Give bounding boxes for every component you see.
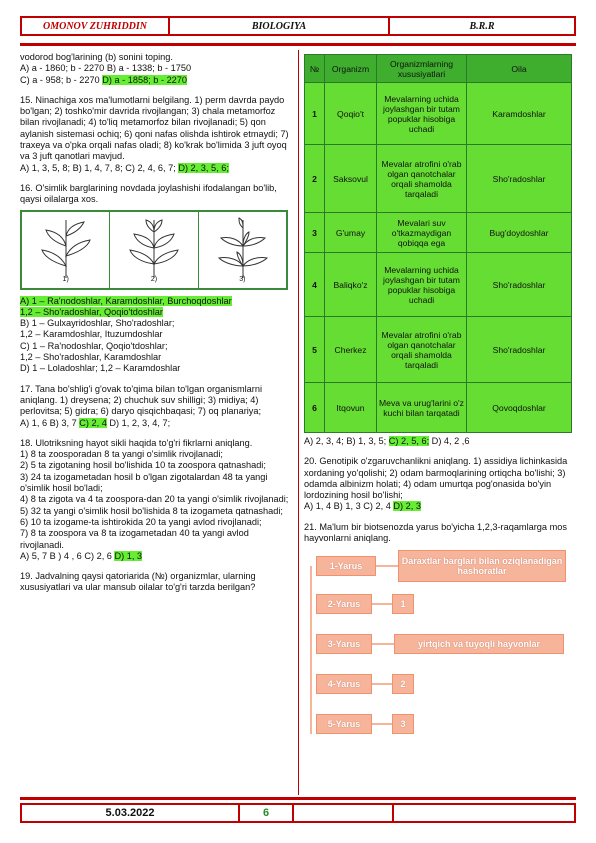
answer-highlight: D) 1, 3 — [114, 550, 143, 561]
footer-divider — [20, 797, 576, 800]
yarus-5-box: 5-Yarus — [316, 714, 372, 734]
organism-table — [304, 54, 572, 433]
answer-highlight: D) a - 1858; b - 2270 — [102, 74, 188, 85]
table-row: 4 Baliqko'z Mevalarning uchida joylashgan bir tutam popuklar hisobiga uchadi Sho'radoshlar — [305, 253, 572, 317]
answer-highlight: A) 1 – Ra'nodoshlar, Karamdoshlar, Burchoqdoshlar — [20, 295, 232, 306]
answer-slot-2: 2 — [392, 674, 414, 694]
yarus-scheme — [304, 550, 574, 750]
question-16: 16. O'simlik barglarining novdada joylashishi ifodalangan bo'lib, qaysi oilalarga xos. 1) 2) 3) A) 1 – Ra'nodoshlar, Karamdoshlar, Burchoqdoshlar 1,2 – Sho'radoshlar, Qoqio'tdoshlar B) 1 – Gulxayridoshlar, Sho'radoshlar; 1,2 – Karamdoshlar, Ituzumdoshlar C) 1 – Ra'nodoshlar, Qoqio'tdoshlar; 1,2 – Sho'radoshlar, Karamdoshlar D) 1 – Loladoshlar; 1,2 – Karamdoshlar — [20, 183, 292, 375]
answer-highlight: 1,2 – Sho'radoshlar, Qoqio'tdoshlar — [20, 306, 163, 317]
answer-slot-3: 3 — [392, 714, 414, 734]
answer-highlight: D) 2, 3, 5, 6; — [178, 162, 229, 173]
header-code: B.R.R — [469, 20, 495, 32]
question-19: 19. Jadvalning qaysi qatoriarida (№) organizmlar, ularning xususiyatlari va ular mansub oilalar to'g'ri tarzda berilgan? — [20, 571, 256, 593]
top-description-box: Daraxtlar barglari bilan oziqlanadigan hashoratlar — [398, 550, 566, 582]
page-footer — [20, 803, 576, 823]
question-21: 21. Ma'lum bir biotsenozda yarus bo'yicha 1,2,3-raqamlarga mos hayvonlarni aniqlang. 1-Yarus Daraxtlar barglari bilan oziqlanadigan hashoratlar 2-Yarus 1 3-Yarus yirtqich va tuyoqli hayvonlar 4-Yarus 2 5-Yarus 3 — [304, 522, 576, 751]
plant-figure-2: 2) — [110, 212, 198, 288]
table-row: 3 G'umay Mevalari suv o'tkazmaydigan qobiqqa ega Bug'doydoshlar — [305, 213, 572, 253]
leaf-arrangement-figure — [20, 210, 288, 290]
plant-figure-1: 1) — [22, 212, 110, 288]
subject-name: BIOLOGIYA — [170, 18, 390, 34]
question-17: 17. Tana bo'shlig'i g'ovak to'qima bilan to'lgan organismlarni aniqlang. 1) dreysena; 2) chuchuk suv shilligi; 3) midiya; 4) perlovitsa; 5) gidra; 6) daryo qisqichbaqasi; 7) oq planariya; A) 1, 6 B) 3, 7 C) 2, 4 D) 1, 2, 3, 4, 7; — [20, 383, 263, 428]
footer-date: 5.03.2022 — [22, 805, 240, 821]
column-divider — [298, 50, 299, 795]
table-row: 1 Qoqio't Mevalarning uchida joylashgan bir tutam popuklar hisobiga uchadi Karamdoshlar — [305, 83, 572, 145]
question-15: 15. Ninachiga xos ma'lumotlarni belgilang. 1) perm davrda paydo bo'lgan; 2) toshko'mir davrida rivojlangan; 3) chala metamorfoz bilan rivojlanadi; 4) to'liq metamorfoz bilan rivojlanadi; 5) qon aylanish sistemasi ochiq; 6) qoni nafas olishda ishtirok etmaydi; 7) traxeya va o'pka orqali nafas oladi; 8) ko'krak bo'limida 3 juft oyoq va 3 juft qanotlari mavjud. A) 1, 3, 5, 8; B) 1, 4, 7, 8; C) 2, 4, 6, 7; D) 2, 3, 5, 6; — [20, 94, 289, 173]
yarus-3-box: 3-Yarus — [316, 634, 372, 654]
yarus-2-box: 2-Yarus — [316, 594, 372, 614]
question-14: vodorod bog'larining (b) sonini toping. A) a - 1860; b - 2270 B) a - 1338; b - 1750 C) a - 958; b - 2270 D) a - 1858; b - 2270 — [20, 52, 192, 85]
question-20: 20. Genotipik o'zgaruvchanlikni aniqlang. 1) assidiya lichinkasida xordaning yo'qolishi; 2) odam barmoqlarining ortiqcha bo'lishi; 3) odamda albinizm holati; 4) odam umurtqa pog'onasida bo'yin lordozining hosil bo'lishi; A) 1, 4 B) 1, 3 C) 2, 4 D) 2, 3 — [304, 456, 568, 512]
answer-slot-1: 1 — [392, 594, 414, 614]
mid-description-box: yirtqich va tuyoqli hayvonlar — [394, 634, 564, 654]
right-column — [304, 436, 576, 759]
answer-highlight: C) 2, 4 — [79, 417, 107, 428]
answer-highlight: C) 2, 5, 6; — [388, 436, 430, 446]
question-18: 18. Ulotriksning hayot sikli haqida to'g'ri fikrlarni aniqlang. 1) 8 ta zoosporadan 8 ta yangi o'simlik rivojlanadi; 2) 5 ta zigotaning hosil bo'lishida 10 ta zoospora qatnashadi; 3) 24 ta izogametadan hosil b o'lgan zigotalardan 48 ta yangi o'simlik hosil bo'ladi; 4) 8 ta zigota va 4 ta zoospora-dan 20 ta yangi o'simlik rivojlanadi; 5) 32 ta yangi o'simlik hosil bo'lishida 8 ta izogameta qatnashadi; 6) 10 ta izogame-ta ishtirokida 20 ta yangi avlod rivojlanadi; 7) 8 ta zoospora va 8 ta izogametadan 40 ta yangi avlod rivojlanadi. A) 5, 7 B ) 4 , 6 C) 2, 6 D) 1, 3 — [20, 437, 289, 561]
table-row: 2 Saksovul Mevalar atrofini o'rab olgan qanotchalar orqali shamolda tarqaladi Sho'radoshlar — [305, 145, 572, 213]
yarus-1-box: 1-Yarus — [316, 556, 376, 576]
table-header-row: № Organizm Organizmlarning xususiyatlari Oila — [305, 55, 572, 83]
author-name: OMONOV ZUHRIDDIN — [22, 18, 170, 34]
table-row: 5 Cherkez Mevalar atrofini o'rab olgan qanotchalar orqali shamolda tarqaladi Sho'radoshlar — [305, 317, 572, 383]
answer-highlight: D) 2, 3 — [393, 501, 421, 512]
left-column — [20, 52, 292, 603]
header-divider — [20, 43, 576, 46]
plant-figure-3: 3) — [199, 212, 286, 288]
yarus-4-box: 4-Yarus — [316, 674, 372, 694]
page-header — [20, 16, 576, 36]
page-number: 6 — [240, 805, 294, 821]
question-19-options: A) 2, 3, 4; B) 1, 3, 5; C) 2, 5, 6; D) 4, 2 ,6 — [304, 436, 470, 446]
table-row: 6 Itqovun Meva va urug'larini o'z kuchi bilan tarqatadi Qovoqdoshlar — [305, 383, 572, 433]
